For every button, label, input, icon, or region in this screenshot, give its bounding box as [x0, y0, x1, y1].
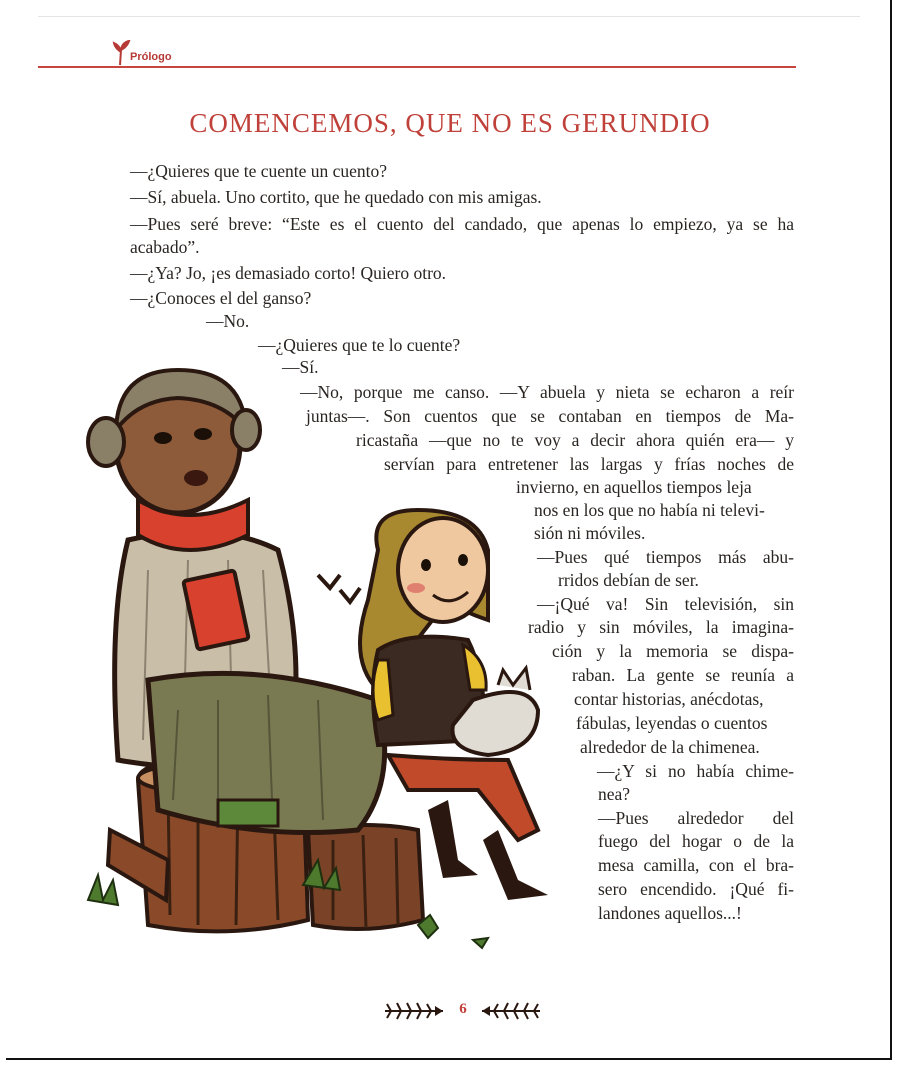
text-line: —¡Qué va! Sin televisión, sin: [537, 594, 794, 614]
text-line: ción y la memoria se dispa-: [552, 641, 794, 661]
text-line: —¿Quieres que te cuente un cuento?: [130, 161, 388, 181]
text-line: —¿Ya? Jo, ¡es demasiado corto! Quiero otro.: [130, 263, 447, 283]
page-footer: [0, 996, 900, 1026]
text-line: invierno, en aquellos tiempos leja: [516, 477, 752, 497]
text-line: acabado”.: [130, 237, 200, 257]
text-line: fuego del hogar o de la: [598, 831, 794, 851]
text-line: —¿Conoces el del ganso?: [130, 288, 312, 308]
text-line: —No, porque me canso. —Y abuela y nieta se echaron a reír: [300, 382, 794, 402]
text-line: —Sí.: [282, 357, 319, 377]
sprig-icon: [112, 40, 132, 66]
text-line: mesa camilla, con el bra-: [598, 855, 794, 875]
text-line: juntas—. Son cuentos que se contaban en tiempos de Ma-: [306, 406, 794, 426]
leaf-ornament-left-icon: [383, 1000, 445, 1022]
running-header: [38, 40, 796, 70]
text-line: —Pues seré breve: “Este es el cuento del candado, que apenas lo empiezo, ya se ha: [130, 214, 794, 234]
section-label: Prólogo: [130, 51, 172, 63]
text-line: raban. La gente se reunía a: [572, 665, 794, 685]
page-title: COMENCEMOS, QUE NO ES GERUNDIO: [189, 108, 711, 138]
text-line: —Pues alrededor del: [598, 808, 794, 828]
text-line: contar historias, anécdotas,: [574, 689, 764, 709]
text-line: sero encendido. ¡Qué fi-: [598, 879, 794, 899]
text-line: —No.: [206, 311, 250, 331]
text-line: —Sí, abuela. Uno cortito, que he quedado con mis amigas.: [130, 187, 542, 207]
header-rule: [38, 66, 796, 68]
text-line: ricastaña —que no te voy a decir ahora quién era— y: [356, 430, 794, 450]
text-line: servían para entretener las largas y frías noches de: [384, 454, 794, 474]
leaf-ornament-right-icon: [480, 1000, 542, 1022]
text-line: nos en los que no había ni televi-: [534, 500, 765, 520]
text-line: alrededor de la chimenea.: [580, 737, 760, 757]
text-line: sión ni móviles.: [534, 523, 646, 543]
page-number: 6: [459, 1001, 467, 1017]
top-rule: [38, 16, 860, 17]
text-line: —¿Y si no había chime-: [597, 761, 794, 781]
text-line: radio y sin móviles, la imagina-: [528, 617, 794, 637]
text-line: fábulas, leyendas o cuentos: [576, 713, 768, 733]
text-line: —Pues qué tiempos más abu-: [537, 547, 794, 567]
text-line: —¿Quieres que te lo cuente?: [258, 335, 461, 355]
text-line: nea?: [598, 784, 631, 804]
text-line: rridos debían de ser.: [558, 570, 699, 590]
text-line: landones aquellos...!: [598, 903, 742, 923]
